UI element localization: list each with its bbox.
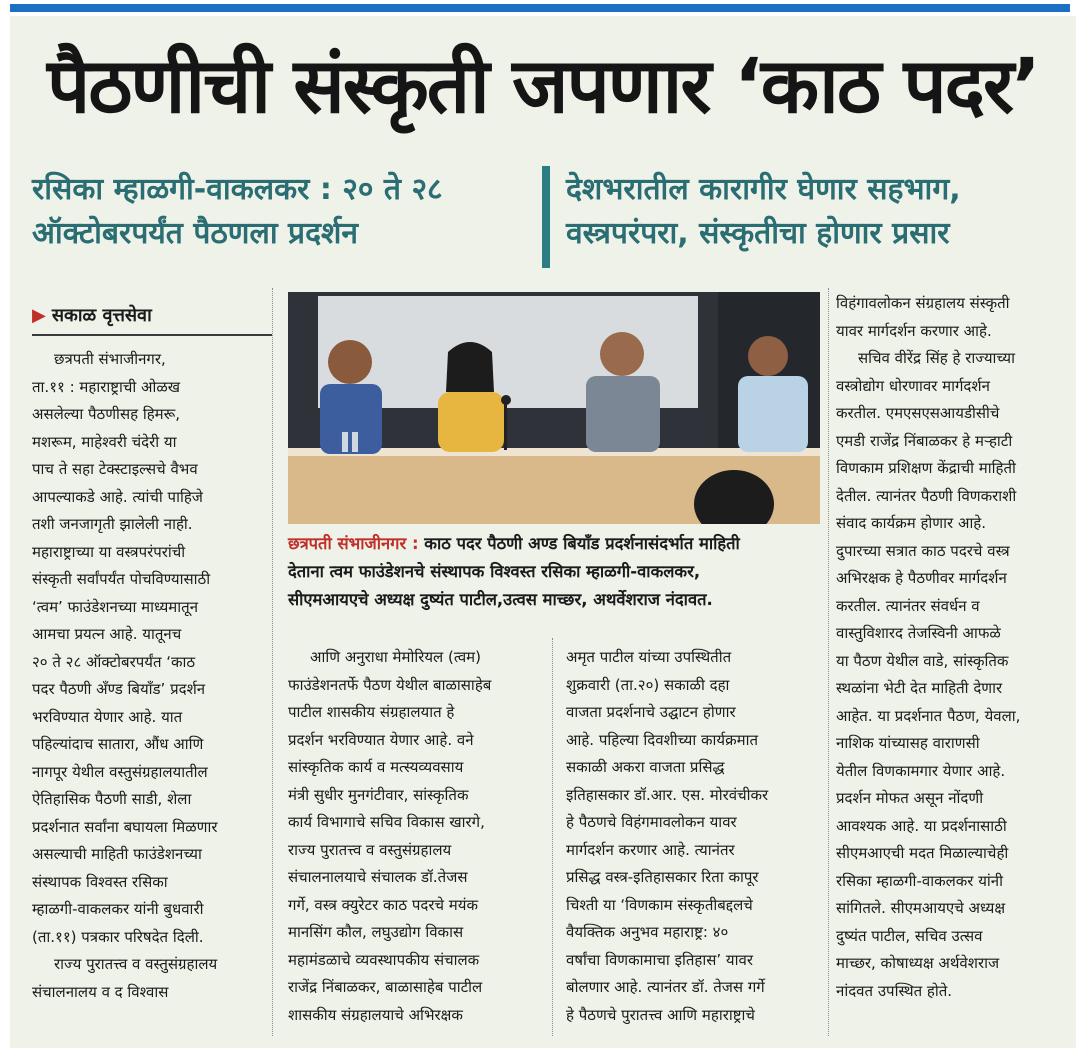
text-line: विणकाम प्रशिक्षण केंद्राची माहिती bbox=[836, 459, 1016, 477]
newspaper-page bbox=[10, 16, 1076, 1048]
caption-text-1: काठ पदर पैठणी अण्ड बियाँड प्रदर्शनासंदर्भात माहिती bbox=[418, 534, 740, 553]
subhead-left bbox=[32, 168, 542, 256]
text-line: स्थळांना भेटी देत माहिती देणार bbox=[836, 679, 1003, 697]
text-line: नांदवत उपस्थित होते. bbox=[836, 981, 953, 1000]
text-line: वर्षांचा विणकामाचा इतिहास’ यावर bbox=[566, 950, 753, 969]
text-line: आहेत. या प्रदर्शनात पैठण, येवला, bbox=[836, 706, 1021, 725]
article-column-1 bbox=[32, 346, 268, 1006]
press-conference-photo bbox=[288, 292, 820, 524]
text-line: राज्य पुरातत्त्व व वस्तुसंग्रहालय bbox=[54, 955, 218, 973]
byline-arrow-icon: ▶ bbox=[32, 305, 46, 326]
caption-line-1 bbox=[288, 530, 828, 558]
text-line: प्रदर्शन मोफत असून नोंदणी bbox=[836, 789, 984, 807]
text-line: सीएमआएची मदत मिळाल्याचेही bbox=[836, 844, 1009, 862]
text-line: दुष्यंत पाटील, सचिव उत्सव bbox=[836, 926, 983, 945]
subhead-divider bbox=[542, 166, 550, 268]
text-line: छत्रपती संभाजीनगर, bbox=[54, 350, 166, 368]
text-line: रसिका म्हाळगी-वाकलकर यांनी bbox=[836, 871, 1003, 890]
article-column-2 bbox=[288, 644, 548, 1029]
text-line: यावर मार्गदर्शन करणार आहे. bbox=[836, 321, 992, 340]
text-line: पाटील शासकीय संग्रहालयात हे bbox=[288, 703, 455, 721]
article-column-3 bbox=[566, 644, 824, 1029]
text-line: पदर पैठणी अँण्ड बियाँड’ प्रदर्शन bbox=[32, 680, 206, 698]
text-line: पहिल्यांदाच सातारा, औंध आणि bbox=[32, 735, 204, 753]
subhead-left-line-1: रसिका म्हाळगी-वाकलकर : २० ते २८ bbox=[32, 172, 443, 207]
text-line: मार्गदर्शन करणार आहे. त्यानंतर bbox=[566, 840, 735, 859]
text-line: वास्तुविशारद तेजस्विनी आफळे bbox=[836, 624, 1001, 642]
text-line: देतील. त्यानंतर पैठणी विणकराशी bbox=[836, 486, 1017, 505]
text-line: ऐतिहासिक पैठणी साडी, शेला bbox=[32, 790, 192, 808]
text-line: प्रदर्शन भरविण्यात येणार आहे. वने bbox=[288, 730, 474, 749]
text-line: शासकीय संग्रहालयाचे अभिरक्षक bbox=[288, 1005, 463, 1024]
text-line: चिश्ती या ‘विणकाम संस्कृतीबद्दलचे bbox=[566, 895, 753, 914]
text-line: (ता.११) पत्रकार परिषदेत दिली. bbox=[32, 927, 204, 946]
text-line: सांस्कृतिक कार्य व मत्स्यव्यवसाय bbox=[288, 758, 464, 776]
text-line: म्हाळगी-वाकलकर यांनी बुधवारी bbox=[32, 900, 204, 918]
text-line: आपल्याकडे आहे. त्यांची पाहिजे bbox=[32, 487, 203, 506]
text-line: नागपूर येथील वस्तुसंग्रहालयातील bbox=[32, 762, 208, 781]
text-line: राज्य पुरातत्त्व व वस्तुसंग्रहालय bbox=[288, 840, 452, 859]
text-line: भरविण्यात येणार आहे. यात bbox=[32, 707, 183, 726]
text-line: तशी जनजागृती झालेली नाही. bbox=[32, 515, 193, 533]
text-line: ता.११ : महाराष्ट्राची ओळख bbox=[32, 377, 181, 396]
text-line: आणि अनुराधा मेमोरियल (त्वम) bbox=[310, 648, 481, 666]
headline: पैठणीची संस्कृती जपणार ‘काठ पदर’ bbox=[47, 41, 1039, 130]
text-line: संचालनालयाचे संचालक डॉ.तेजस bbox=[288, 868, 468, 886]
text-line: वस्त्रोद्योग धोरणावर मार्गदर्शन bbox=[836, 376, 990, 395]
text-line: प्रदर्शनात सर्वांना बघायला मिळणार bbox=[32, 817, 218, 836]
byline bbox=[32, 304, 272, 336]
text-line: सचिव वीरेंद्र सिंह हे राज्याच्या bbox=[858, 349, 1015, 367]
text-line: विहंगावलोकन संग्रहालय संस्कृती bbox=[836, 294, 1010, 312]
column-rule-1 bbox=[272, 288, 273, 1036]
text-line: २० ते २८ ऑक्टोबरपर्यंत ‘काठ bbox=[32, 652, 196, 671]
photo-caption bbox=[288, 530, 828, 614]
text-line: सकाळी अकरा वाजता प्रसिद्ध bbox=[566, 758, 725, 776]
column-rule-2 bbox=[828, 288, 829, 1036]
caption-line-2: देताना त्वम फाउंडेशनचे संस्थापक विश्वस्त रसिका म्हाळगी-वाकलकर, bbox=[288, 562, 701, 581]
byline-text: सकाळ वृत्तसेवा bbox=[51, 305, 152, 326]
text-line: असलेल्या पैठणीसह हिमरू, bbox=[32, 405, 181, 423]
text-line: अभिरक्षक हे पैठणीवर मार्गदर्शन bbox=[836, 569, 1007, 587]
text-line: मानसिंग कौल, लघुउद्योग विकास bbox=[288, 923, 464, 941]
photo-illustration bbox=[288, 292, 820, 524]
text-line: असल्याची माहिती फाउंडेशनच्या bbox=[32, 845, 202, 863]
caption-place: छत्रपती संभाजीनगर : bbox=[288, 534, 419, 553]
text-line: कार्य विभागाचे सचिव विकास खारगे, bbox=[288, 813, 485, 831]
text-line: मशरूम, माहेश्वरी चंदेरी या bbox=[32, 432, 177, 451]
column-rule-3 bbox=[552, 638, 553, 1036]
top-blue-bar bbox=[10, 4, 1070, 12]
text-line: बोलणार आहे. त्यानंतर डॉ. तेजस गर्गे bbox=[566, 978, 765, 996]
text-line: संवाद कार्यक्रम होणार आहे. bbox=[836, 514, 987, 532]
top-rule bbox=[0, 0, 1080, 14]
text-line: नाशिक यांच्यासह वाराणसी bbox=[836, 734, 980, 752]
subhead-right-line-1: देशभरातील कारागीर घेणार सहभाग, bbox=[566, 172, 961, 207]
text-line: महामंडळाचे व्यवस्थापकीय संचालक bbox=[288, 950, 480, 969]
subhead-right bbox=[566, 168, 1066, 256]
text-line: संस्थापक विश्वस्त रसिका bbox=[32, 872, 168, 891]
text-line: अमृत पाटील यांच्या उपस्थितीत bbox=[566, 648, 732, 666]
text-line: हे पैठणचे विहंगमावलोकन यावर bbox=[566, 813, 737, 831]
text-line: या पैठण येथील वाडे, सांस्कृतिक bbox=[836, 651, 1009, 670]
text-line: करतील. त्यानंतर संवर्धन व bbox=[836, 596, 980, 615]
text-line: संचालनालय व द विश्वास bbox=[32, 982, 169, 1001]
text-line: गर्गे, वस्त्र क्युरेटर काठ पदरचे मयंक bbox=[288, 895, 478, 914]
text-line: ‘त्वम’ फाउंडेशनच्या माध्यमातून bbox=[32, 597, 199, 616]
text-line: राजेंद्र निंबाळकर, बाळासाहेब पाटील bbox=[288, 978, 483, 996]
article-column-4 bbox=[836, 290, 1072, 1005]
text-line: सांगितले. सीएमआयएचे अध्यक्ष bbox=[836, 899, 1006, 917]
text-line: फाउंडेशनतर्फे पैठण येथील बाळासाहेब bbox=[288, 675, 492, 694]
text-line: शुक्रवारी (ता.२०) सकाळी दहा bbox=[566, 675, 730, 694]
subhead-right-line-2: वस्त्रपरंपरा, संस्कृतीचा होणार प्रसार bbox=[566, 216, 950, 251]
text-line: महाराष्ट्राच्या या वस्त्रपरंपरांची bbox=[32, 542, 186, 561]
text-line: दुपारच्या सत्रात काठ पदरचे वस्त्र bbox=[836, 541, 1010, 560]
text-line: प्रसिद्ध वस्त्र-इतिहासकार रिता कापूर bbox=[566, 868, 759, 886]
text-line: संस्कृती सर्वांपर्यंत पोचविण्यासाठी bbox=[32, 570, 211, 588]
text-line: वैयक्तिक अनुभव महाराष्ट्र: ४० bbox=[566, 923, 729, 941]
text-line: आमचा प्रयत्न आहे. यातूनच bbox=[32, 625, 182, 643]
caption-line-3: सीएमआयएचे अध्यक्ष दुष्यंत पाटील,उत्वस माच्छर, अथर्वेशराज नंदावत. bbox=[288, 590, 713, 609]
text-line: मंत्री सुधीर मुनगंटीवार, सांस्कृतिक bbox=[288, 785, 469, 804]
text-line: वाजता प्रदर्शनाचे उद्घाटन होणार bbox=[566, 703, 736, 721]
text-line: माच्छर, कोषाध्यक्ष अर्थवेशराज bbox=[836, 954, 1000, 972]
text-line: एमडी राजेंद्र निंबाळकर हे मऱ्हाटी bbox=[836, 431, 1013, 450]
text-line: आवश्यक आहे. या प्रदर्शनासाठी bbox=[836, 816, 1007, 835]
text-line: हे पैठणचे पुरातत्त्व आणि महाराष्ट्राचे bbox=[566, 1005, 755, 1024]
text-line: येतील विणकामगार येणार आहे. bbox=[836, 761, 1006, 780]
text-line: इतिहासकार डॉ.आर. एस. मोरवंचीकर bbox=[566, 785, 769, 804]
text-line: करतील. एमएसएसआयडीसीचे bbox=[836, 404, 1000, 422]
subhead-left-line-2: ऑक्टोबरपर्यंत पैठणला प्रदर्शन bbox=[32, 216, 359, 251]
text-line: आहे. पहिल्या दिवशीच्या कार्यक्रमात bbox=[566, 730, 759, 749]
text-line: पाच ते सहा टेक्स्टाइल्सचे वैभव bbox=[32, 460, 198, 478]
